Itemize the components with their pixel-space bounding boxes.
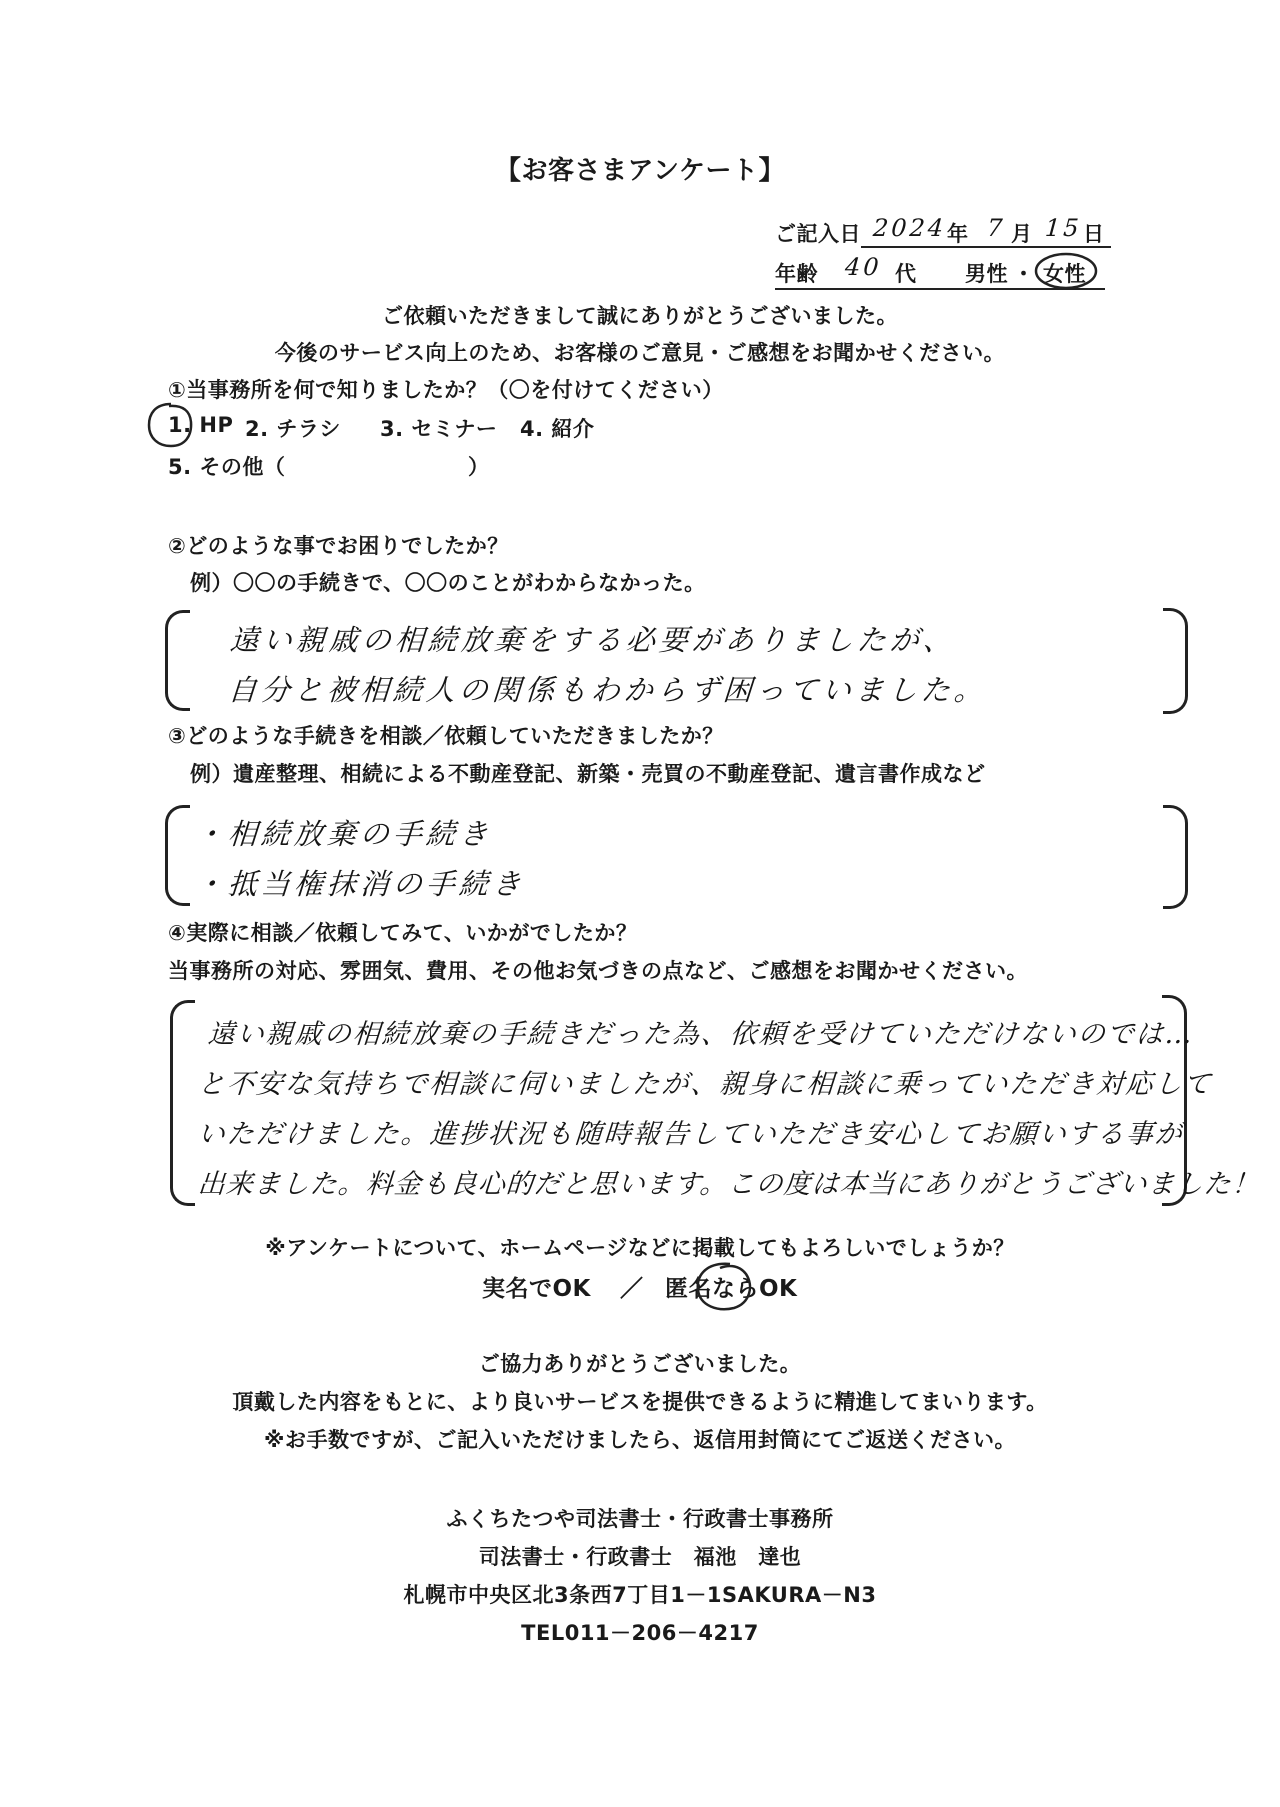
age-label: 年齢	[775, 262, 818, 286]
q4-subtext: 当事務所の対応、雰囲気、費用、その他お気づきの点など、ご感想をお聞かせください。	[168, 959, 1028, 983]
intro-line-2: 今後のサービス向上のため、お客様のご意見・ご感想をお聞かせください。	[274, 341, 1006, 365]
publish-real-name-option[interactable]: 実名でOK	[482, 1276, 591, 1302]
gender-separator: ・	[1013, 262, 1035, 286]
closing-line-3: ※お手数ですが、ご記入いただけましたら、返信用封筒にてご返送ください。	[264, 1428, 1016, 1452]
q2-answer-line-1: 遠い親戚の相続放棄をする必要がありましたが、	[228, 623, 958, 657]
date-day-value: 15	[1044, 214, 1083, 242]
closing-line-2: 頂戴した内容をもとに、より良いサービスを提供できるように精進してまいります。	[232, 1390, 1048, 1414]
q1-other-close: ）	[468, 455, 490, 479]
date-row	[775, 212, 1115, 250]
intro-line-1: ご依頼いただきまして誠にありがとうございました。	[382, 304, 898, 328]
date-label: ご記入日	[775, 222, 861, 246]
office-tel: TEL011－206－4217	[521, 1621, 759, 1645]
q2-answer-line-2: 自分と被相続人の関係もわからず困っていました。	[226, 673, 989, 707]
month-label: 月	[1011, 222, 1033, 246]
day-label: 日	[1083, 222, 1105, 246]
q1-option-flyer[interactable]: 2. チラシ	[245, 417, 341, 441]
page-title: 【お客さまアンケート】	[495, 156, 785, 186]
q2-left-bracket	[165, 610, 190, 711]
q2-question: ②どのような事でお困りでしたか？	[168, 534, 509, 558]
q4-answer-line-2: と不安な気持ちで相談に伺いましたが、親身に相談に乗っていただき対応して	[196, 1069, 1214, 1100]
q3-right-bracket	[1163, 805, 1188, 909]
q4-answer-line-4: 出来ました。料金も良心的だと思います。この度は本当にありがとうございました！	[196, 1169, 1261, 1200]
q1-option-other[interactable]: 5. その他（	[168, 455, 286, 479]
gender-male-option[interactable]: 男性	[965, 262, 1008, 286]
date-year-value: 2024	[872, 214, 948, 242]
q2-right-bracket	[1163, 608, 1188, 714]
q1-option-referral[interactable]: 4. 紹介	[520, 417, 595, 441]
date-month-value: 7	[986, 214, 1007, 242]
anonymous-selected-circle-icon	[690, 1258, 760, 1316]
q2-example: 例）〇〇の手続きで、〇〇のことがわからなかった。	[190, 571, 706, 595]
q3-left-bracket	[165, 805, 190, 906]
q1-question: ①当事務所を何で知りましたか？（〇を付けてください）	[168, 378, 724, 402]
hp-selected-circle-icon	[145, 400, 197, 450]
q4-question: ④実際に相談／依頼してみて、いかがでしたか？	[168, 921, 638, 945]
age-gender-row	[775, 252, 1115, 292]
q4-answer-line-3: いただけました。進捗状況も随時報告していただき安心してお願いする事が	[196, 1119, 1185, 1150]
office-name: ふくちたつや司法書士・行政書士事務所	[446, 1507, 834, 1531]
publish-anonymous-option[interactable]: 匿名ならOK	[665, 1276, 798, 1302]
year-label: 年	[947, 222, 969, 246]
q3-answer-line-2: ・抵当権抹消の手続き	[193, 867, 527, 901]
q3-question: ③どのような手続きを相談／依頼していただきましたか？	[168, 724, 724, 748]
closing-line-1: ご協力ありがとうございました。	[478, 1352, 802, 1376]
publish-question: ※アンケートについて、ホームページなどに掲載してもよろしいでしょうか？	[265, 1236, 1015, 1260]
gender-female-option[interactable]: 女性	[1043, 262, 1086, 286]
q4-left-bracket	[170, 1000, 195, 1206]
q1-option-seminar[interactable]: 3. セミナー	[380, 417, 498, 441]
q4-answer-line-1: 遠い親戚の相続放棄の手続きだった為、依頼を受けていただけないのでは…	[206, 1019, 1195, 1050]
age-value: 40	[844, 253, 883, 281]
q1-option-hp[interactable]: 1. HP	[168, 413, 234, 437]
office-address: 札幌市中央区北3条西7丁目1－1SAKURA－N3	[403, 1583, 877, 1607]
publish-separator: ／	[620, 1276, 644, 1302]
q3-example: 例）遺産整理、相続による不動産登記、新築・売買の不動産登記、遺言書作成など	[190, 762, 986, 786]
q3-answer-line-1: ・相続放棄の手続き	[193, 817, 494, 851]
age-unit: 代	[895, 262, 917, 286]
female-selected-circle-icon	[1033, 250, 1099, 292]
office-representative: 司法書士・行政書士 福池 達也	[478, 1545, 802, 1569]
